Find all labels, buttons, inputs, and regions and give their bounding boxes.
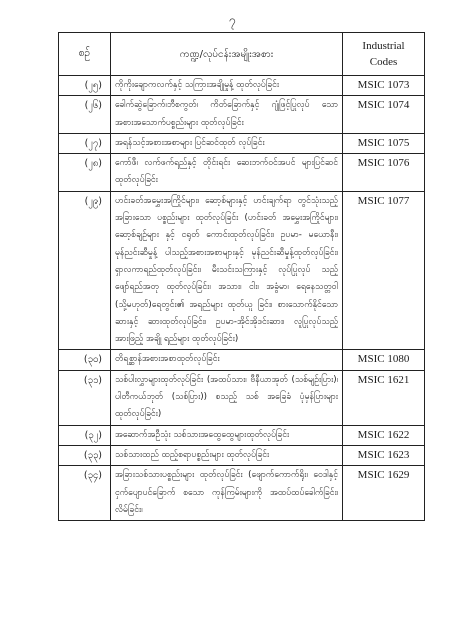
header-sector-type: ကဏ္ဍ/လုပ်ငန်းအမျိုးအစား <box>111 33 343 76</box>
row-number: (၂၆) <box>59 96 111 134</box>
row-code: MSIC 1074 <box>343 96 425 134</box>
row-number: (၂၉) <box>59 191 111 350</box>
table-row <box>59 133 425 153</box>
row-code: MSIC 1080 <box>343 350 425 370</box>
table-row <box>59 191 425 350</box>
row-code: MSIC 1623 <box>343 445 425 465</box>
row-number: (၂၇) <box>59 133 111 153</box>
row-description: ခေါက်ဆွဲခြောက်၊ဘီစကွတ်၊ ကိတ်ခြောက်နှင့် ဂျုံဖြင့်ပြုလုပ် သောအစားအသောက်ပစ္စည်းများ ထုတ်လုပ်ခြင်း <box>111 96 343 134</box>
row-code: MSIC 1077 <box>343 191 425 350</box>
table-row <box>59 76 425 96</box>
table-row <box>59 425 425 445</box>
table-row <box>59 96 425 134</box>
table-row <box>59 466 425 521</box>
row-code: MSIC 1073 <box>343 76 425 96</box>
row-code: MSIC 1621 <box>343 370 425 425</box>
row-code: MSIC 1075 <box>343 133 425 153</box>
row-description: ဟင်းခတ်အမွှေးအကြိုင်များ၊ ဆော့စ်များနှင့် ဟင်းချက်ရာ တွင်သုံးသည့် အခြားသော ပစ္စည်းများ ထုတ်လုပ်ခြင်း (ဟင်းခတ် အမွှေးအကြိုင်များ၊ ဆော့စ်ချဉ်များ နှင့် ငရုတ် ကောင်းထုတ်လုပ်ခြင်း၊ ဥပမာ- မယောနီး၊ မုန်ညင်းဆီမှုန့် ပါသည့်အစားအစာများနှင့် မုန်ညင်းဆီမှုန့်ထုတ်လုပ်ခြင်း၊ ရှာလကာရည်ထုတ်လုပ်ခြင်း၊ မီးသင်းသကြားနှင့် လုပ်ပြုလုပ် သည့်ဖျော်ရည်အတု ထုတ်လုပ်ခြင်း၊ အသား၊ ငါး၊ အခွံမာ၊ ရေနေသတ္တဝါ (သို့မဟုတ်)ရေတွင်း၏ အရည်များ ထုတ်ယူ ခြင်း၊ စားသောက်နိုင်သောဆားနှင့် ဆားထုတ်လုပ်ခြင်း၊ ဥပမာ-အိုင်အိုဒင်းဆား၊ လူပြုလုပ်သည့် အားဖြည့် အချို ရည်များ ထုတ်လုပ်ခြင်း) <box>111 191 343 350</box>
row-code: MSIC 1629 <box>343 466 425 521</box>
row-description: အခြားသစ်သားပစ္စည်းများ ထုတ်လုပ်ခြင်း (ဖျောက်ကောက်ရိုး၊ ဝေဒါနှင့် ငှက်ပျောပင်ခြောက် စသော ကုန်ကြမ်းများကို အထပ်ထပ်ခေါက်ခြင်း၊ လိမ်ခြင်း၊ <box>111 466 343 521</box>
row-code: MSIC 1622 <box>343 425 425 445</box>
row-description: အဆောက်အဦသုံး သစ်သားအထွေထွေများထုတ်လုပ်ခြင်း <box>111 425 343 445</box>
row-number: (၃၁) <box>59 370 111 425</box>
row-code: MSIC 1076 <box>343 154 425 192</box>
row-description: တိရစ္ဆာန်အစားအစာထုတ်လုပ်ခြင်း <box>111 350 343 370</box>
table-row <box>59 445 425 465</box>
row-description: အရန်သင့်အစားအစာများ ပြင်ဆင်ထုတ် လုပ်ခြင်း <box>111 133 343 153</box>
header-code-line1: Industrial <box>362 40 405 52</box>
header-industrial-codes <box>343 33 425 76</box>
row-number: (၃၀) <box>59 350 111 370</box>
header-serial-number: စဉ် <box>59 33 111 76</box>
row-number: (၃၂) <box>59 425 111 445</box>
table-row <box>59 370 425 425</box>
page-number: ၇ <box>229 13 236 27</box>
row-number: (၃၄) <box>59 466 111 521</box>
table-row <box>59 350 425 370</box>
row-number: (၂၈) <box>59 154 111 192</box>
row-number: (၂၅) <box>59 76 111 96</box>
industry-codes-table <box>58 32 425 521</box>
row-number: (၃၃) <box>59 445 111 465</box>
table-row <box>59 154 425 192</box>
row-description: သစ်သားထည် ထည့်စရာပစ္စည်းများ ထုတ်လုပ်ခြင်း <box>111 445 343 465</box>
row-description: ကော်ဖီ၊ လက်ဖက်ရည်နှင့် တိုင်းရင်း ဆေးဘက်ဝင်အပင် များပြင်ဆင်ထုတ်လုပ်ခြင်း <box>111 154 343 192</box>
row-description: ကိုကိုးချောကလက်နှင့် သကြားအချိုမှုန့် ထုတ်လုပ်ခြင်း <box>111 76 343 96</box>
row-description: သစ်ပါးလွှာများထုတ်လုပ်ခြင်း (အထပ်သား၊ ဗီနီယာအုတ် (သစ်မျဉ်းပြား)၊ ပါတီကယ်ဘုတ် (သစ်ပြား)) စသည့် သစ် အခြေခံ ပုံမှန်ပြားများ ထုတ်လုပ်ခြင်း) <box>111 370 343 425</box>
table-header-row <box>59 33 425 76</box>
header-code-line2: Codes <box>369 56 398 68</box>
